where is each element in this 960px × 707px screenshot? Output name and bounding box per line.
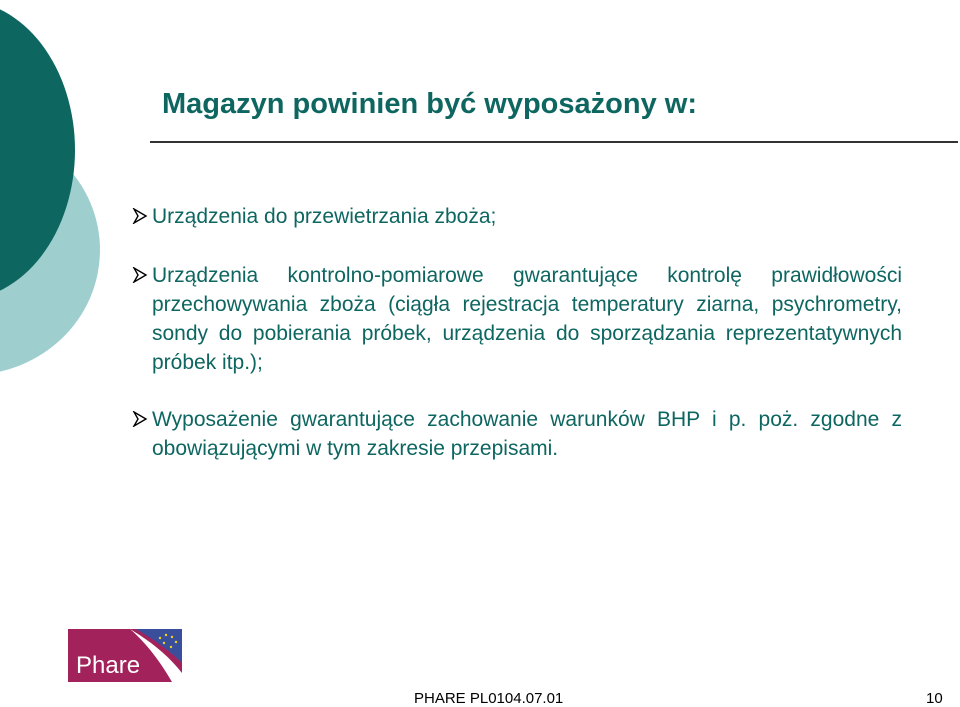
- slide-title: Magazyn powinien być wyposażony w:: [162, 88, 697, 120]
- bullet-list: [132, 202, 902, 463]
- title-divider: [150, 141, 958, 143]
- decorative-circles: [0, 0, 120, 400]
- bullet-text: Urządzenia do przewietrzania zboża;: [152, 205, 497, 228]
- bullet-text: Urządzenia kontrolno-pomiarowe gwarantujące kontrolę prawidłowości przechowywania zboża (ciągła rejestracja temperatury ziarna, psychrometry, sondy do pobierania próbek, urządzenia do sporządzania reprezentatywnych próbek itp.);: [152, 264, 902, 374]
- bullet-item: [132, 261, 902, 377]
- bullet-item: [132, 202, 902, 231]
- arrowhead-bullet-icon: [132, 267, 148, 283]
- arrowhead-bullet-icon: [132, 411, 148, 427]
- bullet-item: [132, 405, 902, 463]
- bullet-text: Wyposażenie gwarantujące zachowanie warunków BHP i p. poż. zgodne z obowiązującymi w tym zakresie przepisami.: [152, 408, 902, 460]
- page-number: 10: [926, 690, 943, 707]
- logo-text: Phare: [76, 652, 141, 679]
- footer-text: PHARE PL0104.07.01: [414, 690, 564, 707]
- phare-logo: [68, 629, 182, 682]
- arrowhead-bullet-icon: [132, 208, 148, 224]
